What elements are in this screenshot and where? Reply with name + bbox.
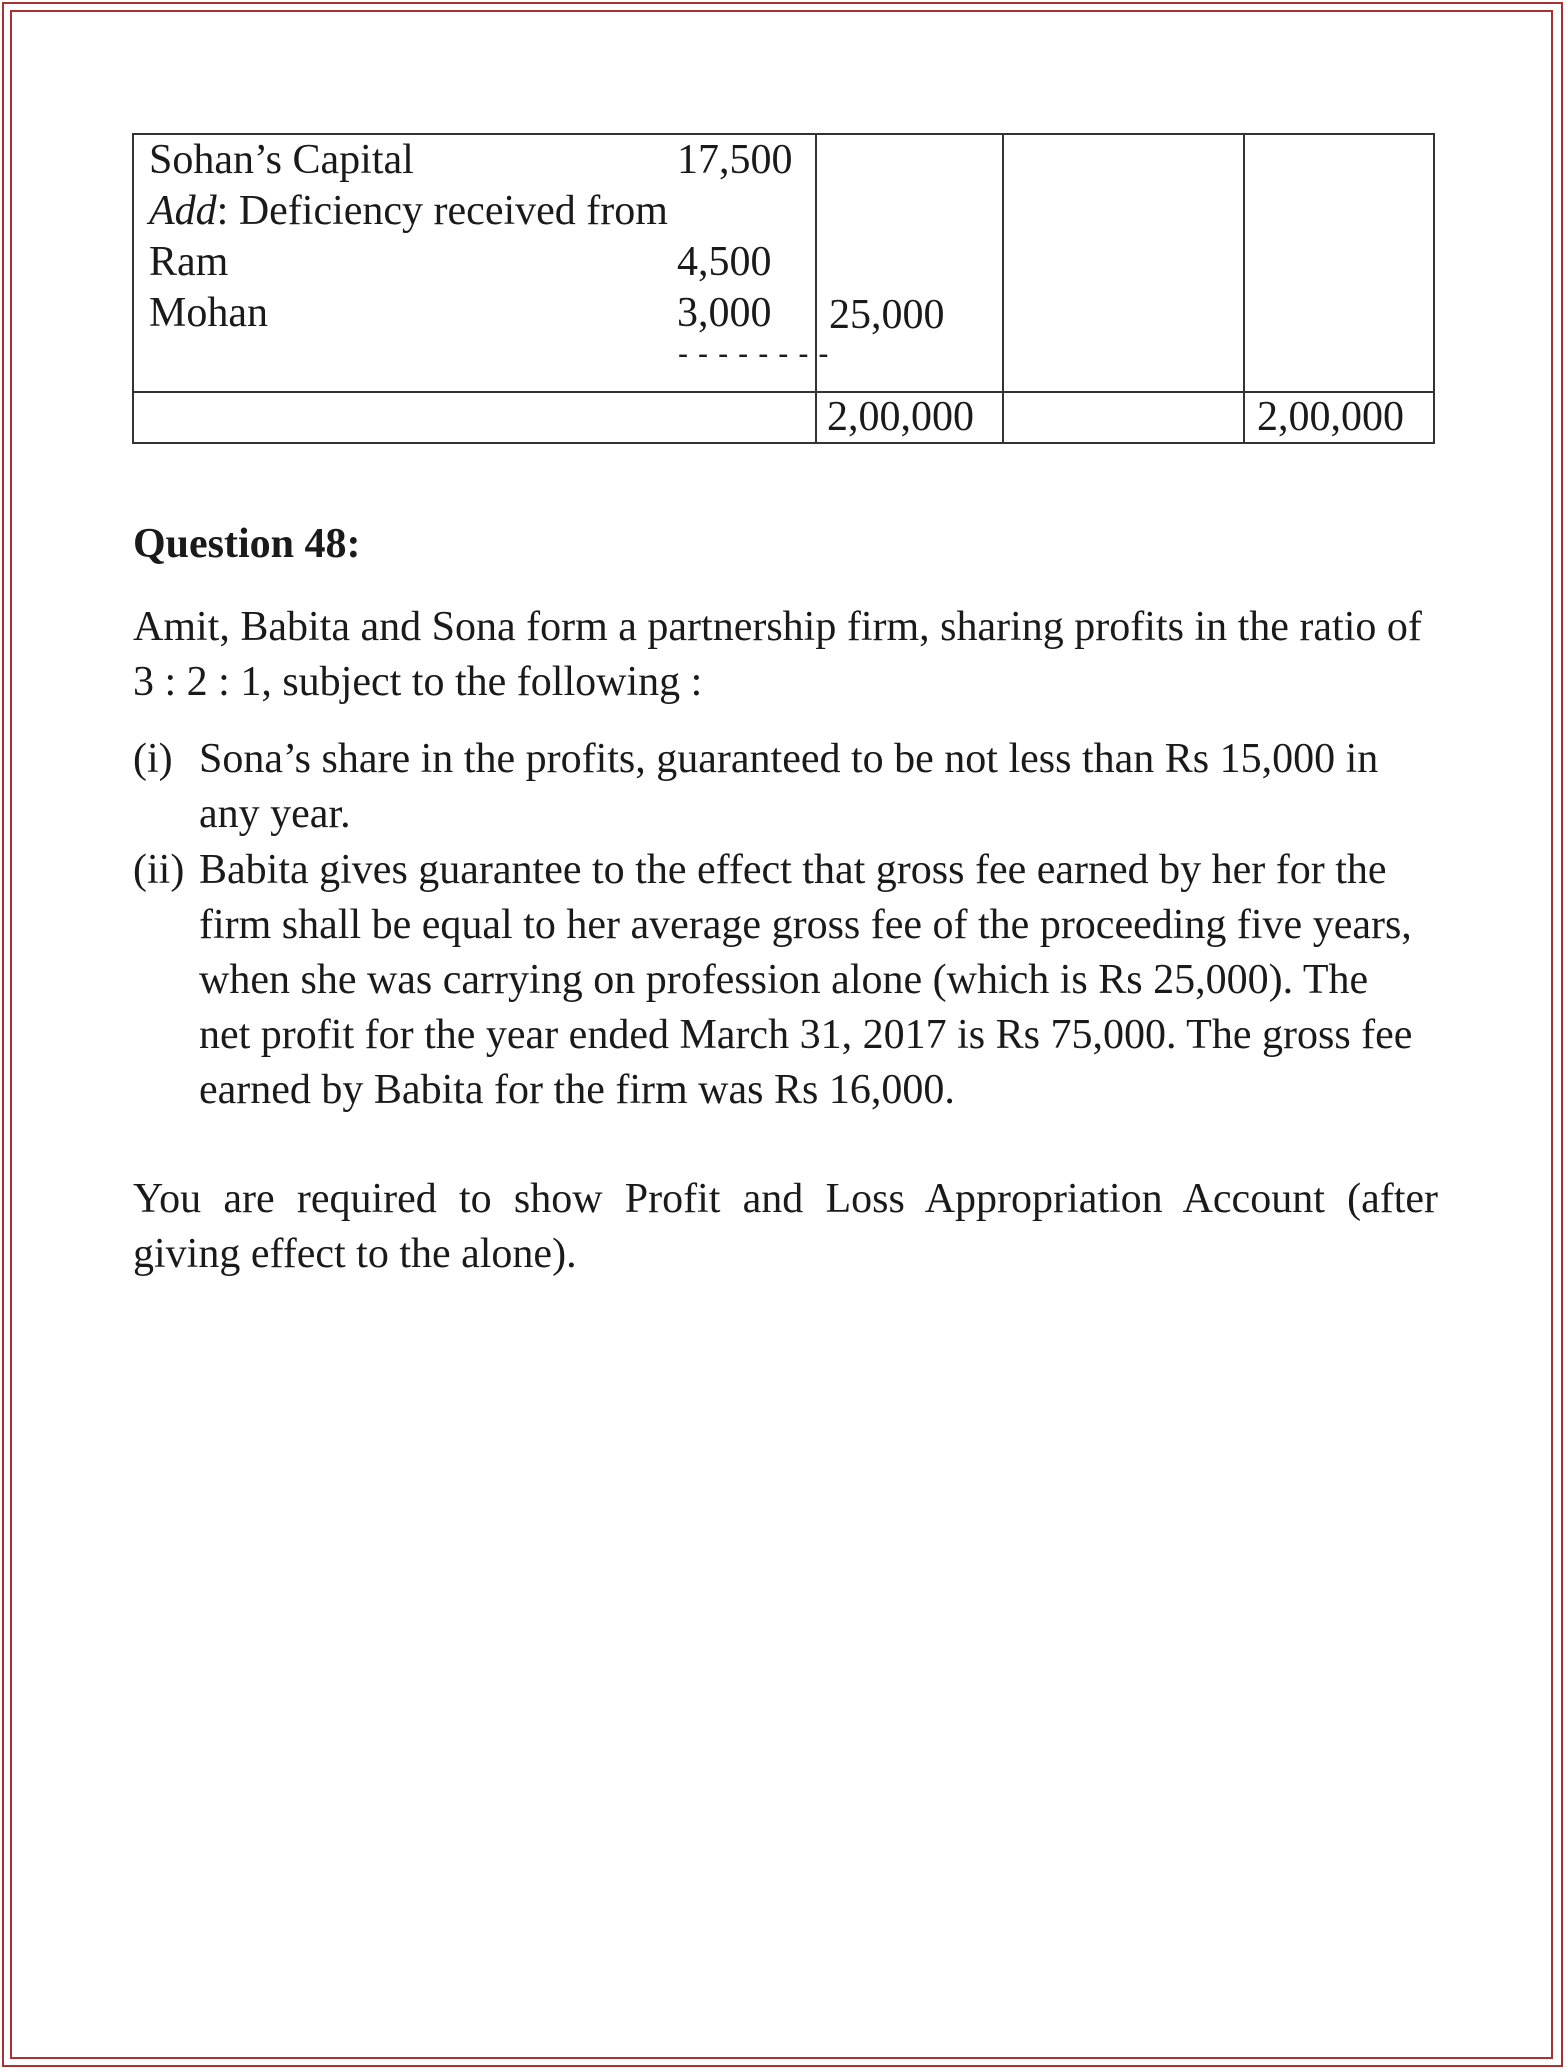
question-intro: Amit, Babita and Sona form a partnership firm, sharing profits in the ratio of 3 : 2 : 1, subject to the following : [133,604,1422,705]
question-title: Question 48: [133,521,361,567]
totals-blank-cell [133,392,816,443]
subtotal-separator: -------- [674,337,835,372]
totals-blank-cell [1003,392,1244,443]
item-number: (i) [133,736,173,782]
ledger-totals-row [133,392,1434,443]
sohan-capital-total: 25,000 [829,292,945,338]
add-prefix: Add [149,188,217,234]
ledger-particulars-cell [133,134,835,392]
ledger-credit-particulars-cell [1003,134,1244,392]
deficiency-label [149,186,668,237]
question-item [133,843,1418,1118]
ledger-line [134,237,815,288]
ledger-line [134,337,835,390]
ledger-line [134,135,815,186]
credit-total-cell [1244,392,1434,443]
ledger-line [134,186,815,237]
question-closing: You are required to show Profit and Loss Appropriation Account (after giving effect to the alone). [133,1176,1438,1277]
question-item [133,732,1418,842]
credit-total: 2,00,000 [1257,394,1404,440]
item-number: (ii) [133,847,185,893]
ledger-table [132,133,1435,444]
mohan-amount: 3,000 [677,290,772,336]
debit-total-cell [816,392,1003,443]
ram-amount: 4,500 [677,239,772,285]
ram-label: Ram [149,239,229,285]
ledger-amount-cell [816,134,1003,392]
item-text: Sona’s share in the profits, guaranteed to be not less than Rs 15,000 in any year. [199,736,1379,837]
ledger-row-sohan-capital [133,134,1434,392]
mohan-label: Mohan [149,290,268,336]
sohan-capital-amount: 17,500 [677,137,793,183]
ledger-credit-amount-cell [1244,134,1434,392]
item-text: Babita gives guarantee to the effect that gross fee earned by her for the firm shall be equal to her average gross fee of the proceeding five years, when she was carrying on profession alone (which is Rs 25,000). The net profit for the year ended March 31, 2017 is Rs 75,000. The gross fee earned by Babita for the firm was Rs 16,000. [199,847,1413,1113]
sohan-capital-label: Sohan’s Capital [149,137,414,183]
debit-total: 2,00,000 [827,394,974,440]
deficiency-text: : Deficiency received from [216,188,668,234]
